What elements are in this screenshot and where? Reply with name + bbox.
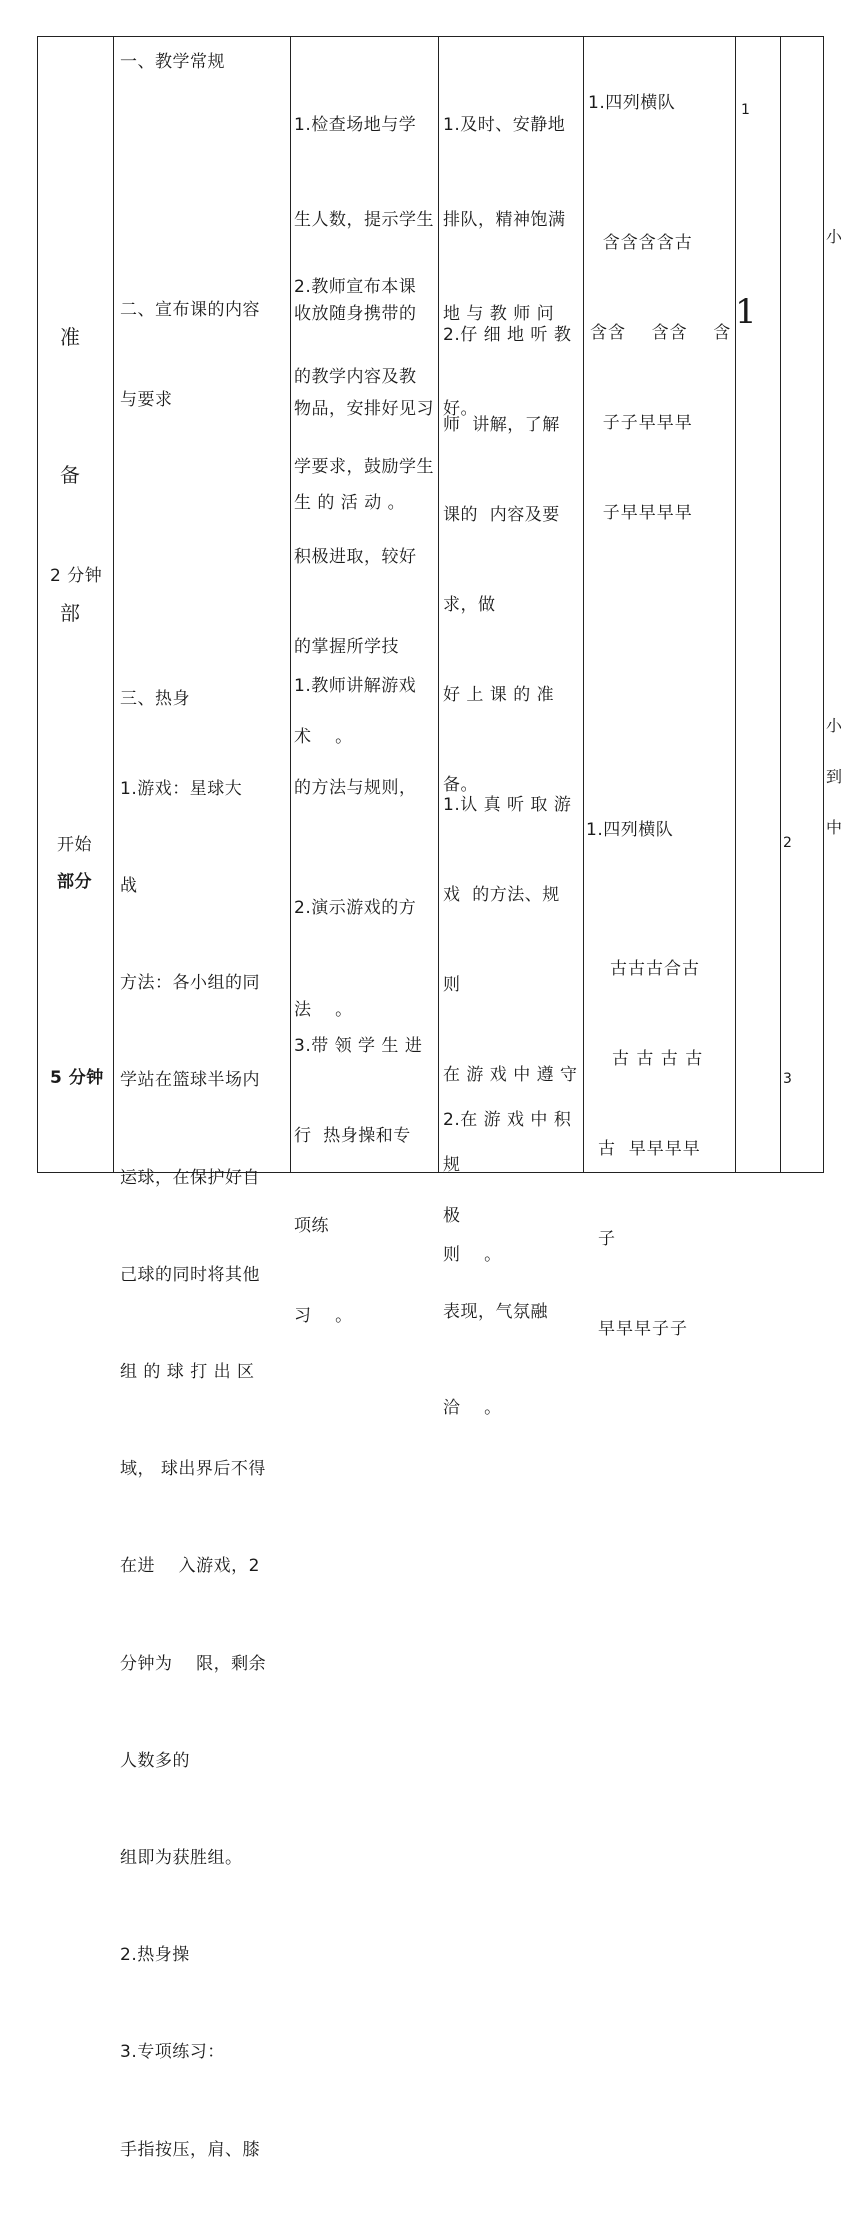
count-small: 1	[741, 102, 750, 118]
section-label-start-part: 部分	[57, 872, 92, 892]
count-large: 1	[735, 292, 757, 332]
content-announce: 二、宣布课的内容 与要求	[120, 300, 260, 410]
teacher-activity-check: 1.检查场地与学 生人数，提示学生 收放随身携带的 物品，安排好见习 生 的 活 动 。	[294, 115, 434, 513]
formation-title-2: 1.四列横队	[586, 820, 674, 840]
column-divider-3	[438, 36, 439, 1173]
column-divider-4	[583, 36, 584, 1173]
intensity-small: 小	[826, 227, 843, 246]
start-duration: 5 分钟	[50, 1068, 104, 1088]
column-divider-1	[113, 36, 114, 1173]
table-top-border	[37, 36, 823, 37]
teacher-activity-lead-warmup: 3.带 领 学 生 进 行 热身操和专 项练 习 。	[294, 1036, 423, 1326]
section-label-prep: 准 备 部	[60, 325, 81, 625]
content-routine: 一、教学常规	[120, 52, 225, 72]
column-divider-6	[780, 36, 781, 1173]
formation-diagram-1: 含含含含古 含含 含含 含 子子早早早 子早早早早	[590, 233, 732, 523]
content-warmup: 三、热身 1.游戏：星球大 战 方法：各小组的同 学站在篮球半场内 运球，在保护好自 己球的同时将其他 组 的 球 打 出 区 域， 球出界后不得 在进 入游戏，2 分钟为 限，剩余 人数多的 组即为获胜组。 2.热身操 3.专项练习： 手指按压，肩、膝	[120, 688, 267, 2160]
student-activity-game-rules: 1.认 真 听 取 游 戏 的方法、规 则 在 游 戏 中 遵 守 规 则 。	[443, 795, 578, 1265]
intensity-small-to-medium: 小 到 中	[826, 716, 843, 837]
table-right-border	[823, 36, 824, 1173]
column-divider-5	[735, 36, 736, 1173]
column-divider-2	[290, 36, 291, 1173]
teacher-activity-explain-game: 1.教师讲解游戏 的方法与规则，	[294, 676, 417, 798]
teacher-activity-announce: 2.教师宣布本课 的教学内容及教 学要求，鼓励学生 积极进取，较好 的掌握所学技 术 。	[294, 277, 434, 747]
section-label-start: 开始	[57, 835, 92, 855]
times-value-3: 3	[783, 1071, 792, 1087]
times-value-2: 2	[783, 835, 792, 851]
formation-diagram-2: 古古古合古 古 古 古 古 古 早早早早 子 早早早子子	[598, 959, 704, 1339]
formation-title-1: 1.四列横队	[588, 93, 676, 113]
prep-duration: 2 分钟	[50, 566, 103, 586]
teacher-activity-demo: 2.演示游戏的方 法 。	[294, 898, 417, 1020]
table-left-border	[37, 36, 38, 1173]
student-activity-line-up: 1.及时、安静地 排队，精神饱满 地 与 教 师 问 好。	[443, 115, 566, 419]
student-activity-game-play: 2.在 游 戏 中 积 极 表现，气氛融 洽 。	[443, 1110, 572, 1418]
student-activity-listen: 2.仔 细 地 听 教 师 讲解，了解 课的 内容及要 求，做 好 上 课 的 准 备。	[443, 325, 572, 795]
